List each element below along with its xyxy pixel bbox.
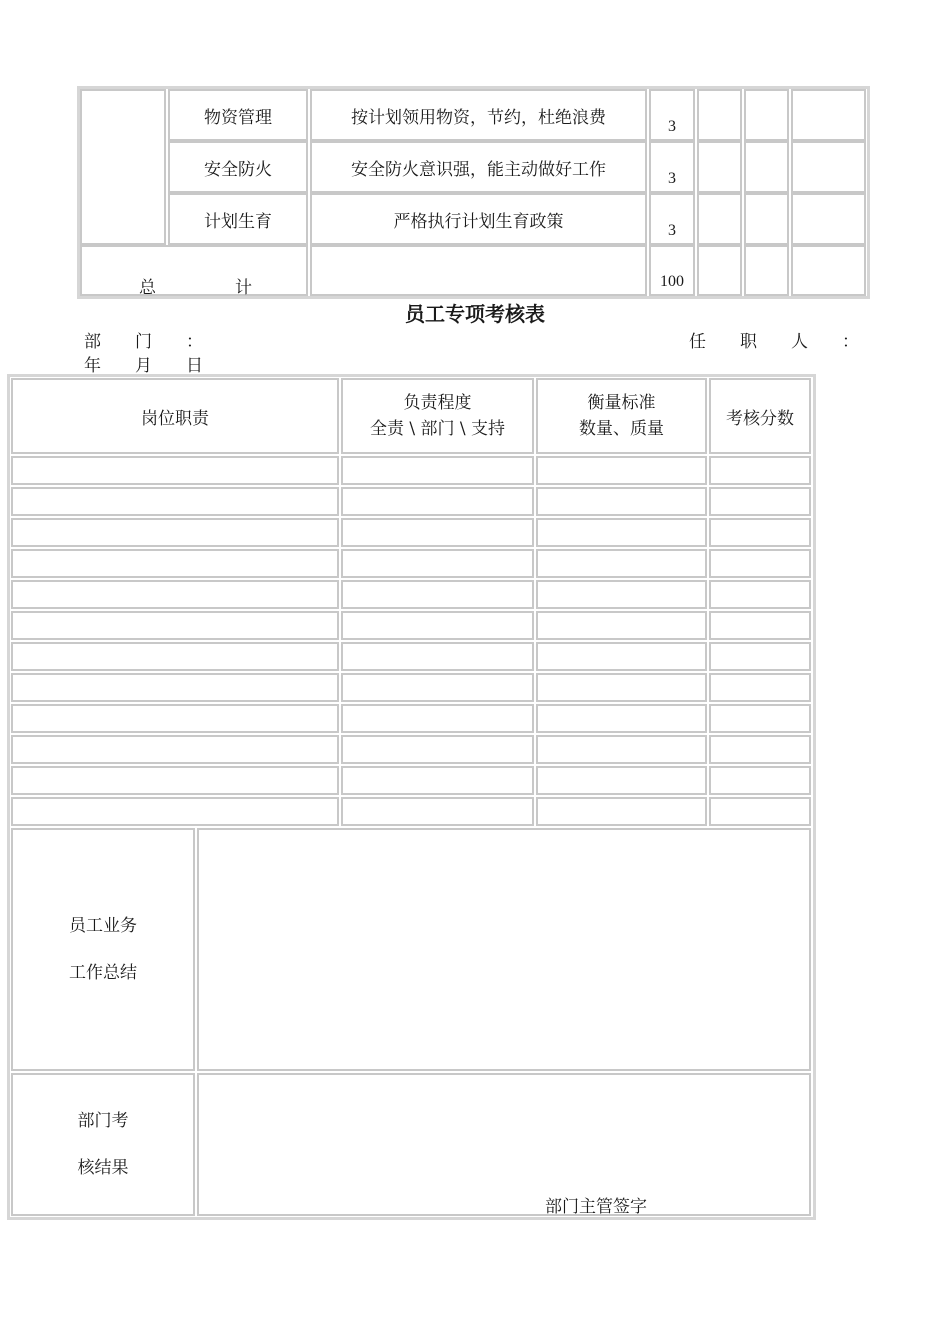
score-cell[interactable]: [709, 797, 811, 826]
total-label-cell: [80, 245, 308, 296]
measure-cell[interactable]: [536, 704, 707, 733]
score-cell[interactable]: [709, 766, 811, 795]
header-duty: [11, 378, 339, 454]
header-measure: [536, 378, 707, 454]
duty-cell[interactable]: [11, 797, 339, 826]
measure-cell[interactable]: [536, 642, 707, 671]
score-cell[interactable]: [709, 487, 811, 516]
total-score-cell: [649, 245, 695, 296]
header-level: [341, 378, 534, 454]
level-cell[interactable]: [341, 766, 534, 795]
item-cell: [168, 141, 308, 193]
blank-cell: [697, 193, 742, 245]
header-level-line1: 负责程度: [403, 393, 472, 413]
measure-cell[interactable]: [536, 673, 707, 702]
duty-cell[interactable]: [11, 642, 339, 671]
total-standard-cell: [310, 245, 647, 296]
score-value: 3: [668, 118, 676, 135]
header-score: [709, 378, 811, 454]
score-cell[interactable]: [709, 580, 811, 609]
total-label-b: 计: [235, 278, 252, 298]
category-cell: [80, 89, 166, 245]
score-cell[interactable]: [709, 735, 811, 764]
score-cell[interactable]: [709, 518, 811, 547]
score-cell[interactable]: [709, 673, 811, 702]
score-value: 3: [668, 222, 676, 239]
total-label-a: 总: [139, 278, 156, 298]
standard-cell: [310, 193, 647, 245]
result-line1: 部门考: [77, 1110, 129, 1131]
score-cell[interactable]: [709, 549, 811, 578]
level-cell[interactable]: [341, 518, 534, 547]
total-score-value: 100: [660, 273, 684, 290]
score-cell: [649, 193, 695, 245]
blank-cell: [744, 89, 789, 141]
blank-cell: [697, 141, 742, 193]
measure-cell[interactable]: [536, 518, 707, 547]
score-cell: [649, 89, 695, 141]
level-cell[interactable]: [341, 487, 534, 516]
level-cell[interactable]: [341, 456, 534, 485]
duty-cell[interactable]: [11, 487, 339, 516]
duty-cell[interactable]: [11, 518, 339, 547]
level-cell[interactable]: [341, 673, 534, 702]
blank-cell: [744, 141, 789, 193]
summary-line1: 员工业务: [69, 915, 137, 936]
header-duty-label: 岗位职责: [141, 408, 209, 429]
level-cell[interactable]: [341, 735, 534, 764]
duty-cell[interactable]: [11, 456, 339, 485]
header-level-line2: 全责 \ 部门 \ 支持: [369, 419, 506, 439]
header-score-label: 考核分数: [726, 408, 794, 429]
level-cell[interactable]: [341, 549, 534, 578]
item-cell: [168, 193, 308, 245]
dept-label: 部 门 ：: [84, 332, 203, 352]
level-cell[interactable]: [341, 642, 534, 671]
level-cell[interactable]: [341, 611, 534, 640]
item-label: 物资管理: [204, 107, 272, 128]
blank-cell: [697, 245, 742, 296]
summary-line2: 工作总结: [69, 962, 137, 983]
result-label-cell: [11, 1073, 195, 1216]
standard-cell: [310, 141, 647, 193]
score-value: 3: [668, 170, 676, 187]
measure-cell[interactable]: [536, 549, 707, 578]
score-cell[interactable]: [709, 642, 811, 671]
measure-cell[interactable]: [536, 487, 707, 516]
standard-text: 按计划领用物资，节约，杜绝浪费: [351, 107, 606, 128]
result-content-field[interactable]: [197, 1073, 811, 1216]
blank-cell: [744, 193, 789, 245]
measure-cell[interactable]: [536, 735, 707, 764]
blank-cell: [791, 245, 866, 296]
duty-cell[interactable]: [11, 766, 339, 795]
summary-content-field[interactable]: [197, 828, 811, 1071]
score-cell: [649, 141, 695, 193]
standard-text: 安全防火意识强，能主动做好工作: [351, 159, 606, 180]
score-cell[interactable]: [709, 456, 811, 485]
standard-text: 严格执行计划生育政策: [393, 211, 564, 232]
duty-cell[interactable]: [11, 735, 339, 764]
level-cell[interactable]: [341, 580, 534, 609]
standard-cell: [310, 89, 647, 141]
measure-cell[interactable]: [536, 580, 707, 609]
score-cell[interactable]: [709, 704, 811, 733]
summary-label-cell: [11, 828, 195, 1071]
level-cell[interactable]: [341, 797, 534, 826]
header-measure-line1: 衡量标准: [587, 393, 656, 413]
measure-cell[interactable]: [536, 456, 707, 485]
level-cell[interactable]: [341, 704, 534, 733]
header-measure-line2: 数量、质量: [579, 419, 664, 439]
duty-cell[interactable]: [11, 611, 339, 640]
item-cell: [168, 89, 308, 141]
duty-cell[interactable]: [11, 580, 339, 609]
date-label: 年 月 日: [84, 356, 203, 376]
blank-cell: [791, 141, 866, 193]
measure-cell[interactable]: [536, 766, 707, 795]
holder-label: 任 职 人 ：: [689, 332, 859, 352]
duty-cell[interactable]: [11, 549, 339, 578]
score-cell[interactable]: [709, 611, 811, 640]
result-line2: 核结果: [77, 1157, 129, 1178]
form-title: 员工专项考核表: [405, 302, 545, 326]
measure-cell[interactable]: [536, 797, 707, 826]
signature-label: 部门主管签字: [545, 1197, 647, 1217]
item-label: 安全防火: [204, 159, 272, 180]
measure-cell[interactable]: [536, 611, 707, 640]
item-label: 计划生育: [204, 211, 272, 232]
duty-cell[interactable]: [11, 704, 339, 733]
blank-cell: [744, 245, 789, 296]
blank-cell: [697, 89, 742, 141]
blank-cell: [791, 193, 866, 245]
blank-cell: [791, 89, 866, 141]
duty-cell[interactable]: [11, 673, 339, 702]
